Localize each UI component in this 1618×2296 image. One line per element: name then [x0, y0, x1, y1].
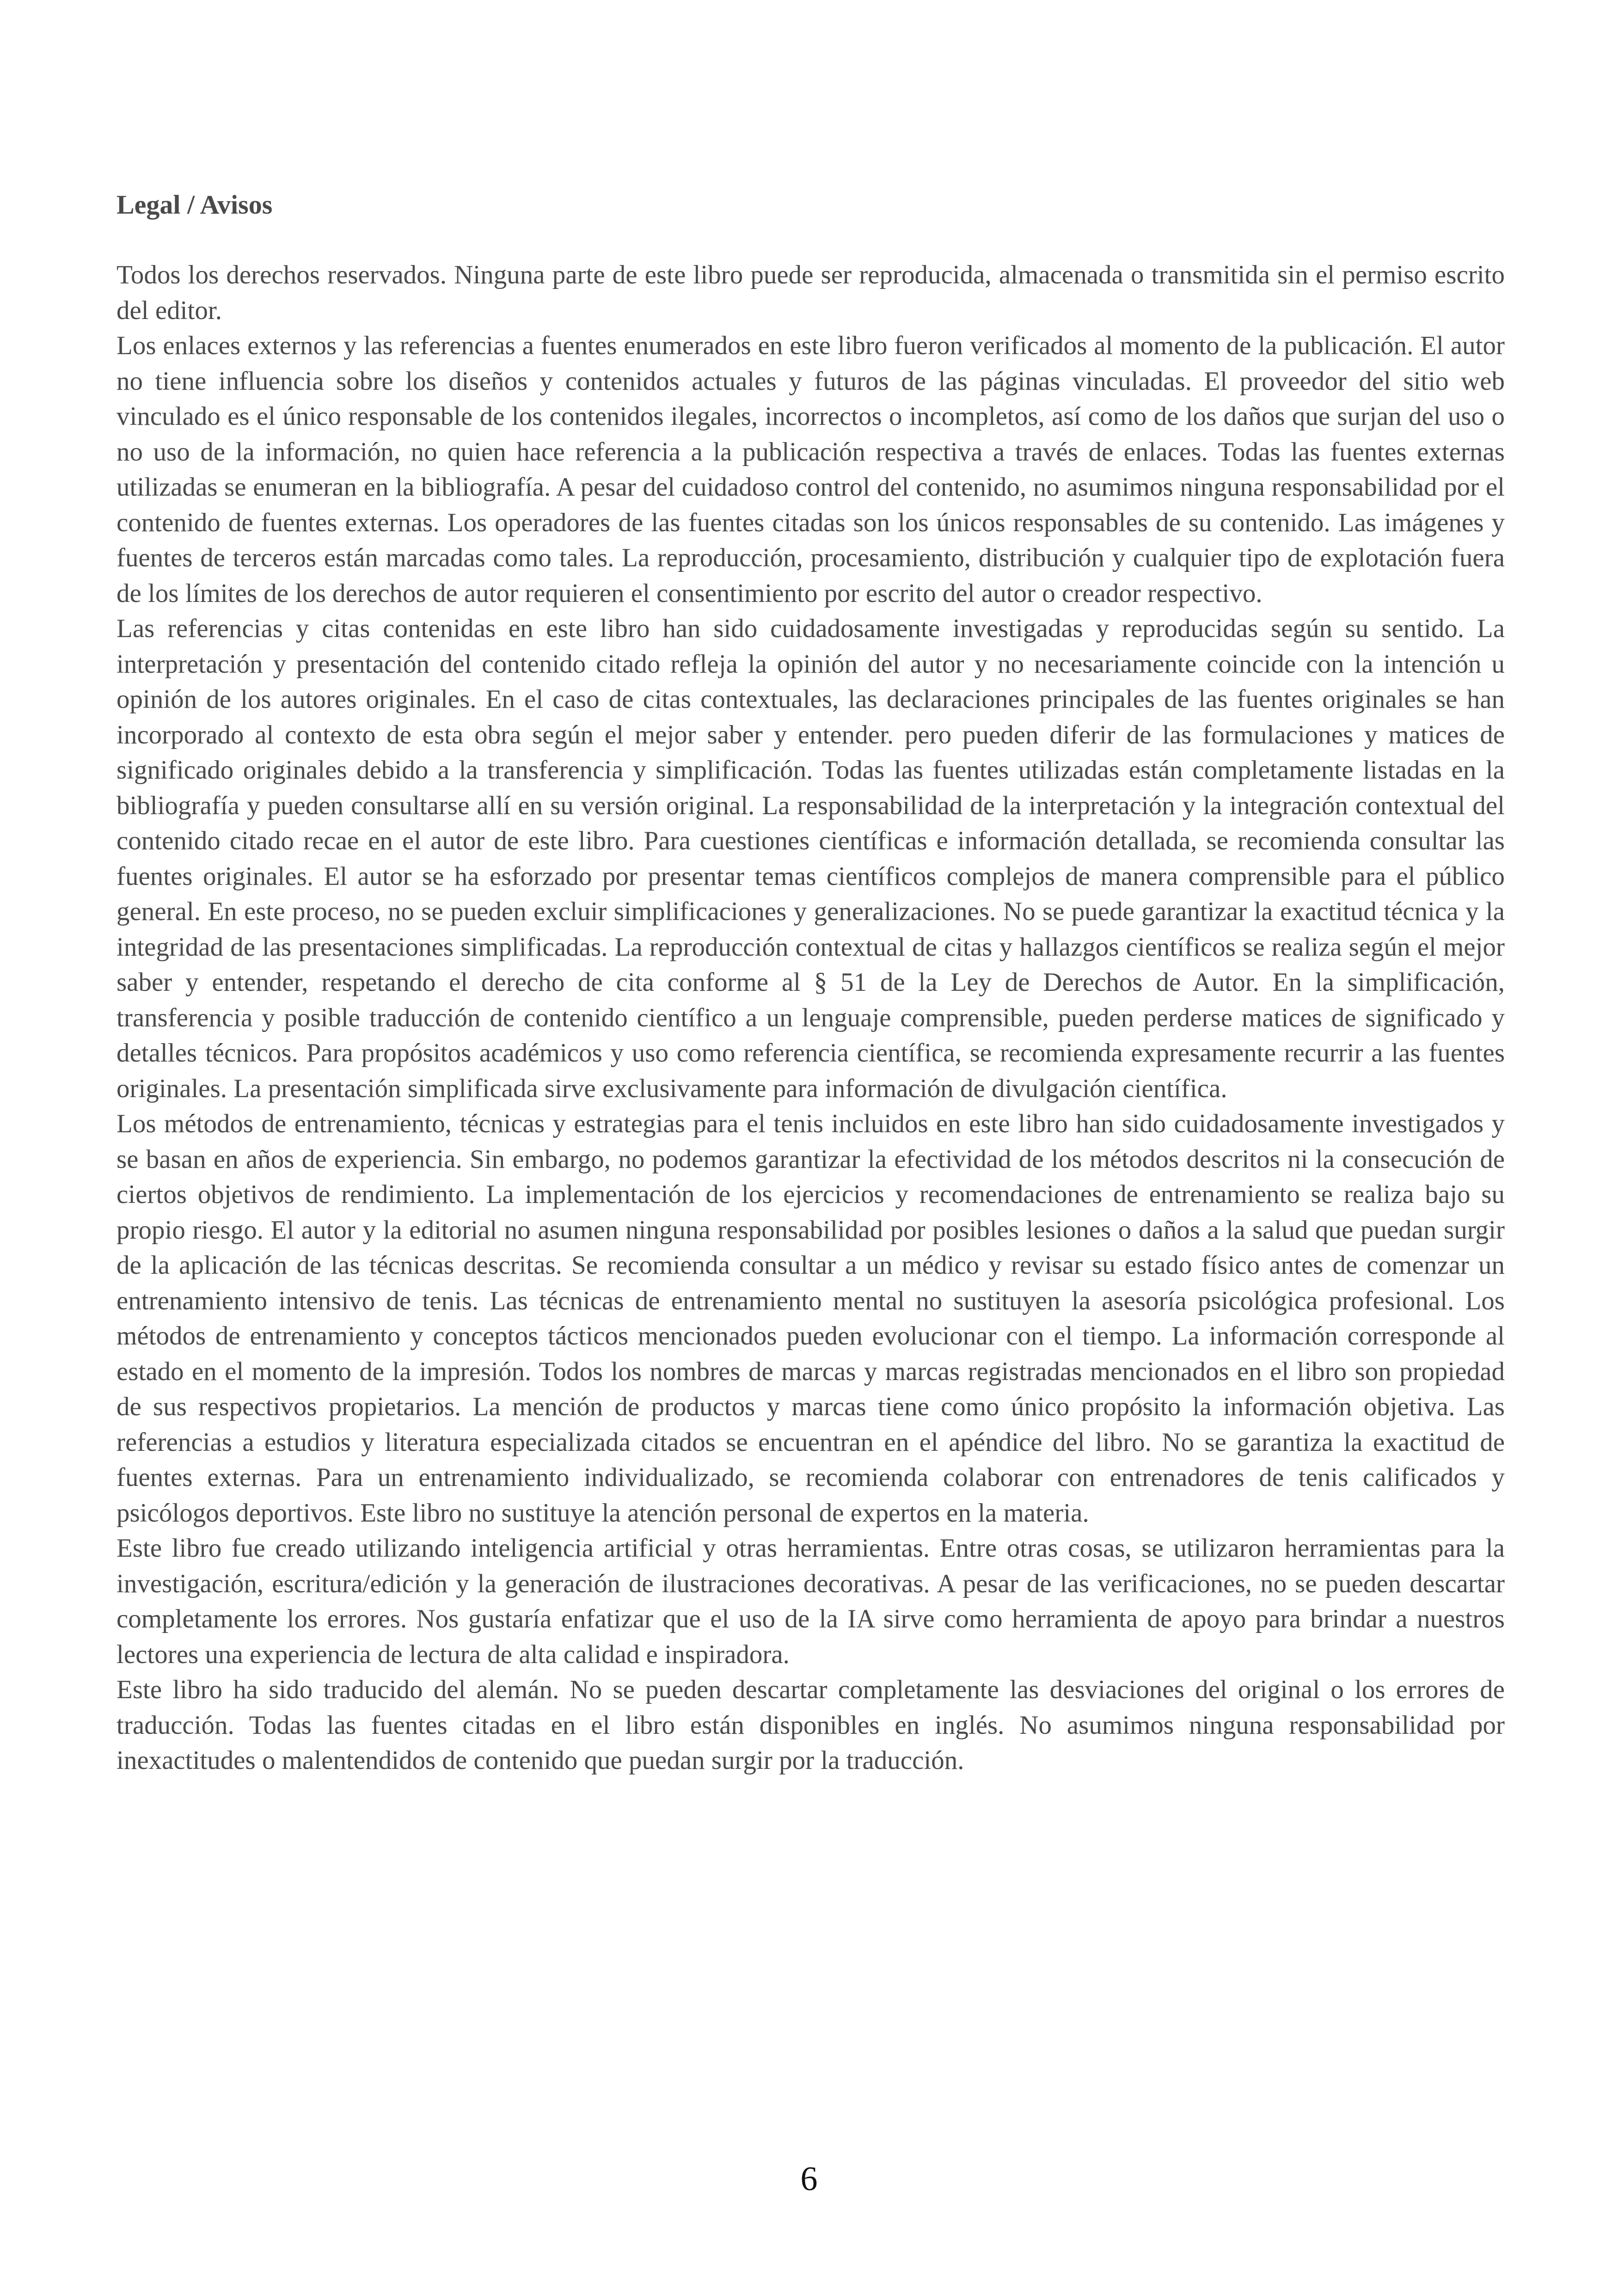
- paragraph-ai-notice: Este libro fue creado utilizando inteligencia artificial y otras herramientas. Entre otras cosas, se utilizaron herramientas para la investigación, escritura/edición y la generación de ilustraciones decorativas. A pesar de las verificaciones, no se pueden descartar completamente los errores. Nos gustaría enfatizar que el uso de la IA sirve como herramienta de apoyo para brindar a nuestros lectores una experiencia de lectura de alta calidad e inspiradora.: [116, 1534, 1505, 1669]
- paragraph-translation-notice: Este libro ha sido traducido del alemán. No se pueden descartar completamente las desviaciones del original o los errores de traducción. Todas las fuentes citadas en el libro están disponibles en inglés. No asumimos ninguna responsabilidad por inexactitudes o malentendidos de contenido que puedan surgir por la traducción.: [116, 1675, 1505, 1775]
- paragraph-copyright: Todos los derechos reservados. Ninguna parte de este libro puede ser reproducida, almacenada o transmitida sin el permiso escrito del editor.: [116, 260, 1505, 325]
- paragraph-external-links: Los enlaces externos y las referencias a fuentes enumerados en este libro fueron verificados al momento de la publicación. El autor no tiene influencia sobre los diseños y contenidos actuales y futuros de las páginas vinculadas. El proveedor del sitio web vinculado es el único responsable de los contenidos ilegales, incorrectos o incompletos, así como de los daños que surjan del uso o no uso de la información, no quien hace referencia a la publicación respectiva a través de enlaces. Todas las fuentes externas utilizadas se enumeran en la bibliografía. A pesar del cuidadoso control del contenido, no asumimos ninguna responsabilidad por el contenido de fuentes externas. Los operadores de las fuentes citadas son los únicos responsables de su contenido. Las imágenes y fuentes de terceros están marcadas como tales. La reproducción, procesamiento, distribución y cualquier tipo de explotación fuera de los límites de los derechos de autor requieren el consentimiento por escrito del autor o creador respectivo.: [116, 331, 1505, 608]
- paragraph-citations: Las referencias y citas contenidas en este libro han sido cuidadosamente investigadas y reproducidas según su sentido. La interpretación y presentación del contenido citado refleja la opinión del autor y no necesariamente coincide con la intención u opinión de los autores originales. En el caso de citas contextuales, las declaraciones principales de las fuentes originales se han incorporado al contexto de esta obra según el mejor saber y entender. pero pueden diferir de las formulaciones y matices de significado originales debido a la transferencia y simplificación. Todas las fuentes utilizadas están completamente listadas en la bibliografía y pueden consultarse allí en su versión original. La responsabilidad de la interpretación y la integración contextual del contenido citado recae en el autor de este libro. Para cuestiones científicas e información detallada, se recomienda consultar las fuentes originales. El autor se ha esforzado por presentar temas científicos complejos de manera comprensible para el público general. En este proceso, no se pueden excluir simplificaciones y generalizaciones. No se puede garantizar la exactitud técnica y la integridad de las presentaciones simplificadas. La reproducción contextual de citas y hallazgos científicos se realiza según el mejor saber y entender, respetando el derecho de cita conforme al § 51 de la Ley de Derechos de Autor. En la simplificación, transferencia y posible traducción de contenido científico a un lenguaje comprensible, pueden perderse matices de significado y detalles técnicos. Para propósitos académicos y uso como referencia científica, se recomienda expresamente recurrir a las fuentes originales. La presentación simplificada sirve exclusivamente para información de divulgación científica.: [116, 614, 1505, 1103]
- page-body: [116, 187, 1505, 1779]
- page-number: 6: [800, 2160, 818, 2198]
- page-heading: Legal / Avisos: [116, 190, 273, 220]
- paragraph-training-disclaimer: Los métodos de entrenamiento, técnicas y estrategias para el tenis incluidos en este libro han sido cuidadosamente investigados y se basan en años de experiencia. Sin embargo, no podemos garantizar la efectividad de los métodos descritos ni la consecución de ciertos objetivos de rendimiento. La implementación de los ejercicios y recomendaciones de entrenamiento se realiza bajo su propio riesgo. El autor y la editorial no asumen ninguna responsabilidad por posibles lesiones o daños a la salud que puedan surgir de la aplicación de las técnicas descritas. Se recomienda consultar a un médico y revisar su estado físico antes de comenzar un entrenamiento intensivo de tenis. Las técnicas de entrenamiento mental no sustituyen la asesoría psicológica profesional. Los métodos de entrenamiento y conceptos tácticos mencionados pueden evolucionar con el tiempo. La información corresponde al estado en el momento de la impresión. Todos los nombres de marcas y marcas registradas mencionados en el libro son propiedad de sus respectivos propietarios. La mención de productos y marcas tiene como único propósito la información objetiva. Las referencias a estudios y literatura especializada citados se encuentran en el apéndice del libro. No se garantiza la exactitud de fuentes externas. Para un entrenamiento individualizado, se recomienda colaborar con entrenadores de tenis calificados y psicólogos deportivos. Este libro no sustituye la atención personal de expertos en la materia.: [116, 1109, 1505, 1528]
